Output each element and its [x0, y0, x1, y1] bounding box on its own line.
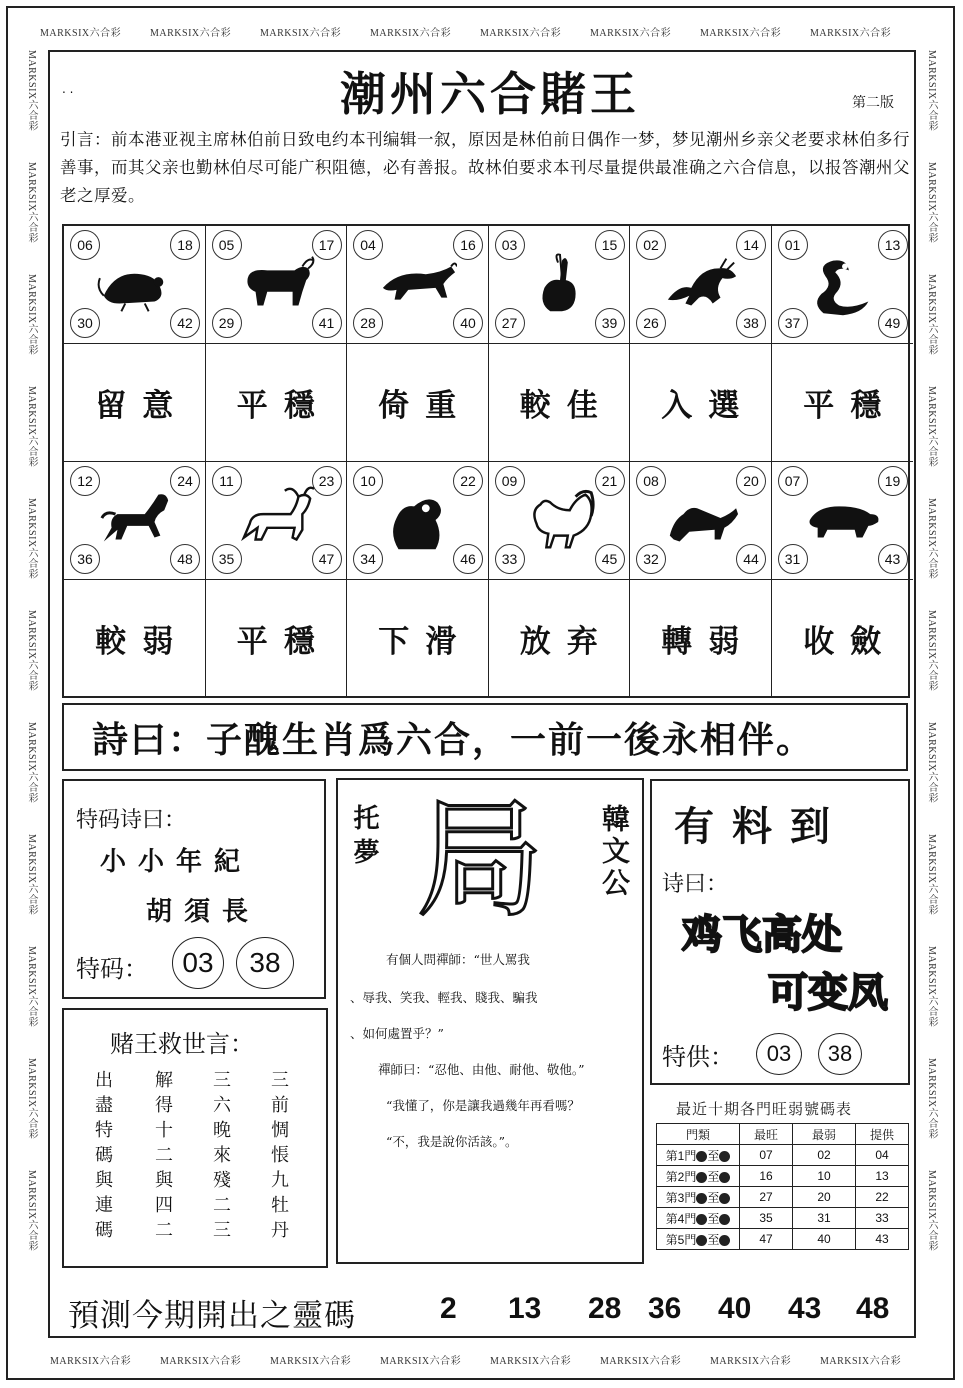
watermark-text: MARKSIX六合彩	[926, 610, 937, 692]
range-label: 至	[707, 1211, 720, 1226]
zodiac-number: 38	[736, 308, 766, 338]
watermark-text: MARKSIX六合彩	[926, 834, 937, 916]
prediction-label: 預測今期開出之靈碼	[68, 1298, 356, 1334]
zodiac-status: 收斂	[803, 623, 898, 660]
zodiac-number: 04	[353, 230, 383, 260]
horse-icon	[96, 484, 174, 556]
zodiac-cell	[489, 462, 631, 580]
ball-icon	[719, 1151, 730, 1162]
zodiac-number: 06	[70, 230, 100, 260]
watermark-text: MARKSIX六合彩	[26, 274, 37, 356]
watermark-text: MARKSIX六合彩	[26, 162, 37, 244]
zodiac-number: 47	[312, 544, 342, 574]
zodiac-cell	[64, 226, 206, 344]
zodiac-status: 放弃	[519, 623, 614, 660]
zodiac-number: 27	[495, 308, 525, 338]
rabbit-icon	[521, 248, 599, 320]
pig-icon	[804, 484, 882, 556]
zodiac-status: 較佳	[519, 388, 614, 424]
zodiac-status-cell	[206, 344, 348, 462]
tiger-icon	[379, 248, 457, 320]
zodiac-number: 19	[878, 466, 908, 496]
snake-icon	[804, 248, 882, 320]
zodiac-number: 08	[636, 466, 666, 496]
stats-header: 門類	[657, 1124, 740, 1145]
right-info-box	[650, 779, 910, 1085]
zodiac-number: 07	[778, 466, 808, 496]
zodiac-number: 10	[353, 466, 383, 496]
stats-door-cell	[657, 1187, 740, 1208]
watermark-text: MARKSIX六合彩	[480, 28, 562, 39]
story-line-6: “不，我是說你活該。”。	[386, 1134, 518, 1149]
watermark-text: MARKSIX六合彩	[926, 1170, 937, 1252]
zodiac-status-cell	[772, 344, 914, 462]
watermark-text: MARKSIX六合彩	[26, 1058, 37, 1140]
special-poem-heading: 特码诗曰：	[76, 808, 187, 833]
stats-door-cell	[657, 1166, 740, 1187]
watermark-text: MARKSIX六合彩	[810, 28, 892, 39]
watermark-text: MARKSIX六合彩	[710, 1356, 792, 1367]
watermark-text: MARKSIX六合彩	[160, 1356, 242, 1367]
poem-banner: 詩曰：子醜生肖爲六合，一前一後永相伴。	[62, 703, 908, 771]
ball-icon	[696, 1151, 707, 1162]
monkey-icon	[379, 484, 457, 556]
zodiac-status-cell	[206, 580, 348, 696]
zodiac-number: 03	[495, 230, 525, 260]
watermark-text: MARKSIX六合彩	[370, 28, 452, 39]
range-label: 至	[707, 1190, 720, 1205]
zodiac-number: 24	[170, 466, 200, 496]
zodiac-number: 12	[70, 466, 100, 496]
stats-header: 最弱	[793, 1124, 856, 1145]
stats-hot-cell: 47	[740, 1229, 793, 1250]
stats-door-cell	[657, 1145, 740, 1166]
zodiac-number: 37	[778, 308, 808, 338]
zodiac-status: 下滑	[378, 623, 473, 660]
stats-door-cell	[657, 1229, 740, 1250]
stats-cold-cell: 10	[793, 1166, 856, 1187]
zodiac-status-cell	[64, 344, 206, 462]
zodiac-status: 平穩	[236, 388, 331, 424]
right-box-heading: 有料到	[674, 804, 848, 850]
watermark-text: MARKSIX六合彩	[926, 274, 937, 356]
zodiac-cell	[489, 226, 631, 344]
watermark-text: MARKSIX六合彩	[26, 1170, 37, 1252]
zodiac-number: 40	[453, 308, 483, 338]
zodiac-number: 33	[495, 544, 525, 574]
zodiac-number: 44	[736, 544, 766, 574]
zodiac-status-cell	[64, 580, 206, 696]
special-code-label: 特码：	[76, 955, 148, 983]
watermark-text: MARKSIX六合彩	[270, 1356, 352, 1367]
prediction-number: 36	[648, 1292, 682, 1325]
stats-header: 提供	[856, 1124, 909, 1145]
zodiac-number: 09	[495, 466, 525, 496]
zodiac-cell	[772, 462, 914, 580]
special-poem-line2: 胡須長	[146, 897, 261, 927]
right-poem-line2: 可变凤	[768, 970, 888, 1016]
rooster-icon	[521, 484, 599, 556]
story-line-1: 有個人問禪師：“世人罵我	[386, 952, 530, 967]
zodiac-status-cell	[347, 580, 489, 696]
prediction-number: 13	[508, 1292, 542, 1325]
stats-pick-cell: 04	[856, 1145, 909, 1166]
zodiac-number: 02	[636, 230, 666, 260]
range-label: 至	[707, 1169, 720, 1184]
gambler-col-2: 解得十二與四二	[155, 1070, 173, 1241]
range-label: 至	[707, 1232, 720, 1247]
watermark-text: MARKSIX六合彩	[26, 50, 37, 132]
zodiac-number: 21	[595, 466, 625, 496]
prediction-number: 2	[440, 1292, 457, 1325]
zodiac-number: 35	[212, 544, 242, 574]
stats-row	[657, 1208, 909, 1229]
zodiac-status: 平穩	[803, 388, 898, 424]
watermark-text: MARKSIX六合彩	[26, 946, 37, 1028]
watermark-top	[40, 24, 920, 44]
zodiac-cell	[206, 462, 348, 580]
watermark-right	[924, 50, 942, 1340]
door-label: 第4門	[665, 1211, 697, 1226]
rat-icon	[96, 248, 174, 320]
right-vertical-title: 韓文公	[598, 804, 631, 900]
stats-header: 最旺	[740, 1124, 793, 1145]
stats-pick-cell: 13	[856, 1166, 909, 1187]
watermark-text: MARKSIX六合彩	[50, 1356, 132, 1367]
zodiac-cell	[64, 462, 206, 580]
story-line-2: 、辱我、笑我、輕我、賤我、騙我	[350, 990, 538, 1005]
zodiac-number: 15	[595, 230, 625, 260]
zodiac-number: 49	[878, 308, 908, 338]
watermark-text: MARKSIX六合彩	[260, 28, 342, 39]
watermark-text: MARKSIX六合彩	[820, 1356, 902, 1367]
zodiac-number: 29	[212, 308, 242, 338]
special-poem-box	[62, 779, 326, 999]
watermark-text: MARKSIX六合彩	[926, 722, 937, 804]
zodiac-number: 43	[878, 544, 908, 574]
ball-icon	[696, 1235, 707, 1246]
right-special-num1: 03	[756, 1033, 802, 1075]
zodiac-number: 23	[312, 466, 342, 496]
page-title: 潮州六合賭王	[340, 67, 640, 121]
intro-text: 引言：前本港亚视主席林伯前日致电约本刊编辑一叙，原因是林伯前日偶作一梦，梦见潮州乡亲父老要求林伯多行善事，而其父亲也勤林伯尽可能广积阻德，必有善报。故林伯要求本刊尽量提供最准确之六合信息，以报答潮州父老之厚爱。	[60, 130, 910, 205]
gambler-col-4: 三前惆悵九牡丹	[271, 1070, 289, 1241]
watermark-text: MARKSIX六合彩	[26, 386, 37, 468]
zodiac-status-cell	[489, 580, 631, 696]
stats-door-cell	[657, 1208, 740, 1229]
zodiac-status: 較弱	[95, 623, 190, 660]
zodiac-cell	[347, 226, 489, 344]
watermark-left	[24, 50, 42, 1340]
ball-icon	[696, 1193, 707, 1204]
right-special-num2: 38	[818, 1033, 862, 1075]
door-label: 第1門	[665, 1148, 697, 1163]
watermark-text: MARKSIX六合彩	[926, 498, 937, 580]
zodiac-number: 05	[212, 230, 242, 260]
zodiac-number: 01	[778, 230, 808, 260]
zodiac-number: 46	[453, 544, 483, 574]
stats-hot-cell: 27	[740, 1187, 793, 1208]
ox-icon	[238, 248, 316, 320]
prediction-number: 48	[856, 1292, 890, 1325]
zodiac-number: 22	[453, 466, 483, 496]
stats-cold-cell: 31	[793, 1208, 856, 1229]
watermark-text: MARKSIX六合彩	[926, 386, 937, 468]
watermark-text: MARKSIX六合彩	[926, 1058, 937, 1140]
stats-cold-cell: 40	[793, 1229, 856, 1250]
zodiac-number: 16	[453, 230, 483, 260]
watermark-text: MARKSIX六合彩	[380, 1356, 462, 1367]
door-label: 第3門	[665, 1190, 697, 1205]
zodiac-status-cell	[772, 580, 914, 696]
prediction-number: 43	[788, 1292, 822, 1325]
gambler-words-box	[62, 1008, 328, 1268]
stats-hot-cell: 16	[740, 1166, 793, 1187]
zodiac-cell	[630, 226, 772, 344]
watermark-text: MARKSIX六合彩	[40, 28, 122, 39]
zodiac-cell	[347, 462, 489, 580]
prediction-number: 28	[588, 1292, 622, 1325]
ball-icon	[719, 1193, 730, 1204]
zodiac-status-cell	[489, 344, 631, 462]
watermark-text: MARKSIX六合彩	[26, 498, 37, 580]
stats-row	[657, 1145, 909, 1166]
zodiac-status-cell	[630, 580, 772, 696]
zodiac-number: 41	[312, 308, 342, 338]
stats-pick-cell: 43	[856, 1229, 909, 1250]
special-poem-line1: 小小年紀	[100, 847, 253, 877]
stats-table-wrapper	[656, 1123, 909, 1250]
right-special-label: 特供：	[662, 1043, 734, 1071]
ball-icon	[719, 1214, 730, 1225]
stats-pick-cell: 33	[856, 1208, 909, 1229]
zodiac-grid	[62, 224, 910, 698]
gambler-col-3: 三六晚來殘二三	[213, 1070, 231, 1241]
zodiac-number: 45	[595, 544, 625, 574]
zodiac-status-cell	[630, 344, 772, 462]
zodiac-number: 34	[353, 544, 383, 574]
watermark-text: MARKSIX六合彩	[926, 162, 937, 244]
story-line-5: “我懂了，你是讓我過幾年再看嗎？	[386, 1098, 580, 1113]
door-label: 第2門	[665, 1169, 697, 1184]
watermark-bottom	[50, 1352, 930, 1372]
goat-icon	[238, 484, 316, 556]
stats-title: 最近十期各門旺弱號碼表	[676, 1100, 853, 1118]
zodiac-number: 13	[878, 230, 908, 260]
zodiac-status: 轉弱	[661, 623, 756, 660]
stats-cold-cell: 20	[793, 1187, 856, 1208]
zodiac-cell	[206, 226, 348, 344]
zodiac-status: 倚重	[378, 388, 473, 424]
prediction-number: 40	[718, 1292, 752, 1325]
edition-label: 第二版	[852, 95, 894, 111]
watermark-text: MARKSIX六合彩	[26, 722, 37, 804]
stats-row	[657, 1229, 909, 1250]
zodiac-number: 30	[70, 308, 100, 338]
zodiac-number: 17	[312, 230, 342, 260]
dragon-icon	[662, 248, 740, 320]
header-dots: . .	[62, 82, 74, 96]
watermark-text: MARKSIX六合彩	[490, 1356, 572, 1367]
watermark-text: MARKSIX六合彩	[700, 28, 782, 39]
gambler-words-heading: 赌王救世言：	[110, 1030, 254, 1058]
door-label: 第5門	[665, 1232, 697, 1247]
zodiac-number: 42	[170, 308, 200, 338]
stats-table	[656, 1123, 909, 1250]
zodiac-number: 18	[170, 230, 200, 260]
watermark-text: MARKSIX六合彩	[26, 610, 37, 692]
zodiac-status: 留意	[95, 388, 190, 424]
right-poem-line1: 鸡飞高处	[682, 912, 842, 958]
zodiac-number: 20	[736, 466, 766, 496]
ball-icon	[696, 1214, 707, 1225]
zodiac-number: 26	[636, 308, 666, 338]
zodiac-number: 11	[212, 466, 242, 496]
stats-cold-cell: 02	[793, 1145, 856, 1166]
story-line-4: 禪師曰：“忍他、由他、耐他、敬他。”	[378, 1062, 585, 1077]
special-code-num1: 03	[172, 937, 224, 989]
ball-icon	[719, 1172, 730, 1183]
stats-hot-cell: 35	[740, 1208, 793, 1229]
watermark-text: MARKSIX六合彩	[600, 1356, 682, 1367]
stats-row	[657, 1166, 909, 1187]
zodiac-number: 36	[70, 544, 100, 574]
watermark-text: MARKSIX六合彩	[926, 50, 937, 132]
zodiac-cell	[630, 462, 772, 580]
zodiac-status: 入選	[661, 388, 756, 424]
watermark-text: MARKSIX六合彩	[150, 28, 232, 39]
stats-header-row	[657, 1124, 909, 1145]
zodiac-number: 39	[595, 308, 625, 338]
watermark-text: MARKSIX六合彩	[926, 946, 937, 1028]
stats-hot-cell: 07	[740, 1145, 793, 1166]
zodiac-number: 31	[778, 544, 808, 574]
zodiac-status-cell	[347, 344, 489, 462]
range-label: 至	[707, 1148, 720, 1163]
zodiac-number: 28	[353, 308, 383, 338]
left-vertical-title: 托夢	[349, 804, 379, 872]
watermark-text: MARKSIX六合彩	[590, 28, 672, 39]
ball-icon	[696, 1172, 707, 1183]
story-line-3: 、如何處置乎？”	[350, 1026, 444, 1041]
stats-row	[657, 1187, 909, 1208]
gambler-col-1: 出盡特碼與連碼	[95, 1070, 113, 1241]
stats-pick-cell: 22	[856, 1187, 909, 1208]
zodiac-number: 14	[736, 230, 766, 260]
special-code-num2: 38	[236, 937, 294, 989]
dog-icon	[662, 484, 740, 556]
right-poem-label: 诗曰：	[662, 872, 729, 897]
zodiac-number: 32	[636, 544, 666, 574]
zodiac-status: 平穩	[236, 623, 331, 660]
watermark-text: MARKSIX六合彩	[26, 834, 37, 916]
zodiac-cell	[772, 226, 914, 344]
ball-icon	[719, 1235, 730, 1246]
zodiac-number: 48	[170, 544, 200, 574]
center-story-box	[336, 778, 644, 1264]
big-character: 局	[416, 786, 545, 935]
